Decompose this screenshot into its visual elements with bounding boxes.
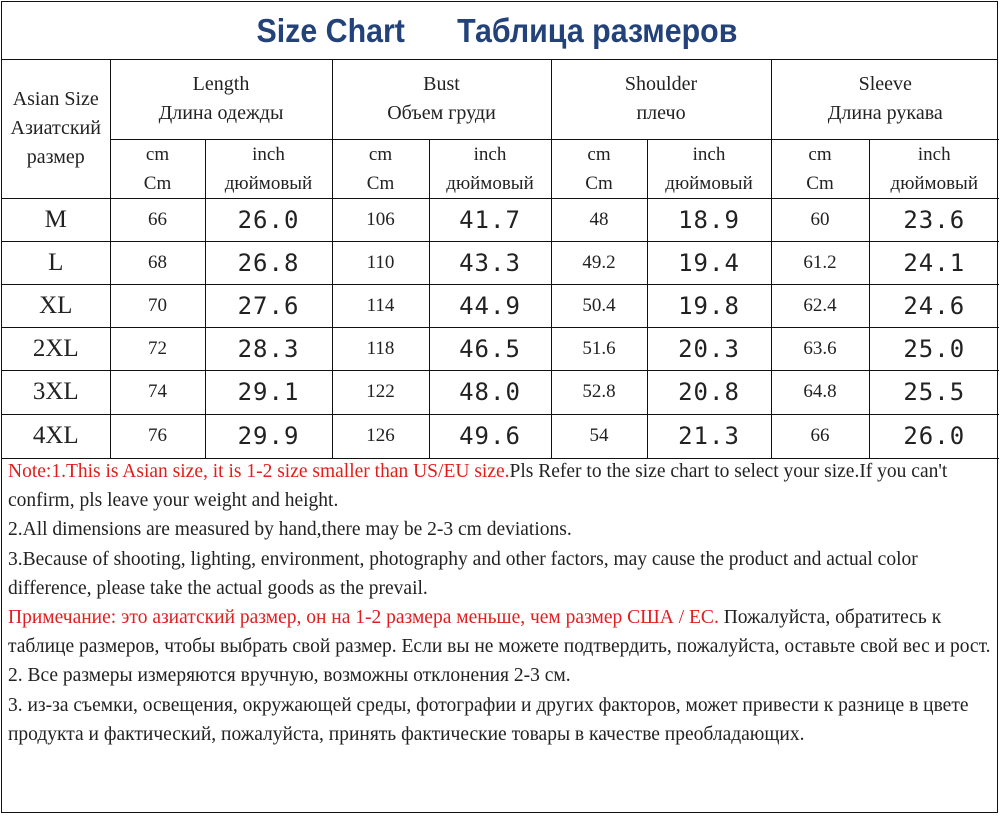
group-header-shoulder [551,59,771,139]
unit-label: Cm [143,172,172,194]
asian-size-ru-2: размер [26,145,85,168]
size-table [2,59,999,459]
length-cm-cell: 76 [110,414,205,458]
unit-inch-header [647,139,771,198]
title-russian: Таблица размеров [457,11,738,49]
table-row [2,370,999,414]
unit-label: Cm [366,172,395,194]
unit-inch-header [429,139,551,198]
group-header-en: Length [192,72,250,95]
shoulder-inch-cell: 20.3 [647,327,771,370]
unit-label: дюймовый [890,172,978,194]
unit-label: cm [808,143,832,165]
length-cm-cell: 74 [110,370,205,414]
note-en-1-text: Pls Refer to the size chart to select your size.If you can't confirm, pls leave your weight and height. [8,461,948,512]
length-cm-cell: 66 [110,198,205,241]
shoulder-cm-cell: 52.8 [551,370,647,414]
table-row [2,327,999,370]
shoulder-inch-cell: 19.4 [647,241,771,284]
length-inch-cell: 26.8 [205,241,332,284]
asian-size-header [2,59,110,198]
bust-inch-cell: 41.7 [429,198,551,241]
unit-label: inch [252,143,285,165]
bust-cm-cell: 110 [332,241,429,284]
group-header-en: Sleeve [858,72,912,95]
group-header-ru: Длина рукава [827,101,943,124]
header-row-units [2,139,999,198]
length-inch-cell: 28.3 [205,327,332,370]
shoulder-inch-cell: 20.8 [647,370,771,414]
bust-inch-cell: 43.3 [429,241,551,284]
unit-label: inch [692,143,726,165]
unit-label: inch [917,143,951,165]
bust-cm-cell: 126 [332,414,429,458]
shoulder-inch-cell: 19.8 [647,284,771,327]
unit-label: cm [145,143,170,165]
unit-label: inch [473,143,507,165]
unit-cm-header [771,139,869,198]
sleeve-cm-cell: 60 [771,198,869,241]
sleeve-inch-cell: 24.1 [869,241,999,284]
unit-label: Cm [585,172,613,194]
table-row [2,241,999,284]
sleeve-inch-cell: 25.0 [869,327,999,370]
shoulder-cm-cell: 49.2 [551,241,647,284]
length-inch-cell: 29.1 [205,370,332,414]
unit-label: cm [587,143,611,165]
sleeve-cm-cell: 64.8 [771,370,869,414]
size-cell: M [2,198,110,241]
sleeve-cm-cell: 63.6 [771,327,869,370]
size-cell: XL [2,284,110,327]
table-row [2,198,999,241]
shoulder-inch-cell: 21.3 [647,414,771,458]
note-ru-1-text: Пожалуйста, обратитесь к таблице размеров, чтобы выбрать свой размер. Если вы не можете подтвердить, пожалуйста, оставьте свой вес и рост. [8,607,991,658]
title-english: Size Chart [255,11,405,49]
unit-inch-header [869,139,999,198]
bust-inch-cell: 48.0 [429,370,551,414]
asian-size-ru: Азиатский [10,116,101,139]
sleeve-inch-cell: 25.5 [869,370,999,414]
unit-cm-header [332,139,429,198]
notes-section [2,457,999,749]
group-header-ru: Длина одежды [158,101,284,124]
group-header-sleeve [771,59,999,139]
shoulder-cm-cell: 50.4 [551,284,647,327]
sleeve-cm-cell: 62.4 [771,284,869,327]
group-header-bust [332,59,551,139]
unit-label: дюймовый [665,172,753,194]
unit-label: дюймовый [446,172,534,194]
size-cell: 2XL [2,327,110,370]
shoulder-cm-cell: 54 [551,414,647,458]
table-row [2,284,999,327]
size-chart-card [1,1,998,813]
bust-cm-cell: 122 [332,370,429,414]
length-inch-cell: 27.6 [205,284,332,327]
length-cm-cell: 70 [110,284,205,327]
note-ru-1 [8,603,993,661]
group-header-length [110,59,332,139]
shoulder-inch-cell: 18.9 [647,198,771,241]
title-row [2,2,997,60]
length-inch-cell: 29.9 [205,414,332,458]
bust-cm-cell: 114 [332,284,429,327]
group-header-ru: плечо [636,101,686,124]
sleeve-inch-cell: 24.6 [869,284,999,327]
sleeve-inch-cell: 23.6 [869,198,999,241]
note-ru-3: 3. из-за съемки, освещения, окружающей среды, фотографии и других факторов, может привести к разнице в цвете продукта и фактический, пожалуйста, принять фактические товары в качестве преобладающих. [8,694,969,745]
size-cell: L [2,241,110,284]
size-cell: 4XL [2,414,110,458]
unit-cm-header [110,139,205,198]
note-en-1-warning: Note:1.This is Asian size, it is 1-2 size smaller than US/EU size. [8,461,510,482]
note-en-2: 2.All dimensions are measured by hand,there may be 2-3 cm deviations. [8,519,572,541]
size-cell: 3XL [2,370,110,414]
table-row [2,414,999,458]
sleeve-cm-cell: 61.2 [771,241,869,284]
bust-cm-cell: 118 [332,327,429,370]
unit-label: Cm [806,172,834,194]
shoulder-cm-cell: 51.6 [551,327,647,370]
length-inch-cell: 26.0 [205,198,332,241]
bust-cm-cell: 106 [332,198,429,241]
unit-cm-header [551,139,647,198]
length-cm-cell: 72 [110,327,205,370]
note-en-3: 3.Because of shooting, lighting, environment, photography and other factors, may cause the product and actual color difference, please take the actual goods as the prevail. [8,548,918,599]
sleeve-cm-cell: 66 [771,414,869,458]
asian-size-en: Asian Size [12,87,99,110]
unit-label: дюймовый [224,172,313,194]
note-en-1 [8,457,993,515]
note-ru-1-warning: Примечание: это азиатский размер, он на 1-2 размера меньше, чем размер США / ЕС. [8,607,719,629]
bust-inch-cell: 44.9 [429,284,551,327]
sleeve-inch-cell: 26.0 [869,414,999,458]
length-cm-cell: 68 [110,241,205,284]
header-row-groups [2,59,999,139]
note-ru-2: 2. Все размеры измеряются вручную, возможны отклонения 2-3 см. [8,665,571,687]
group-header-en: Bust [423,72,460,95]
group-header-en: Shoulder [624,72,698,95]
bust-inch-cell: 46.5 [429,327,551,370]
unit-label: cm [368,143,393,165]
bust-inch-cell: 49.6 [429,414,551,458]
group-header-ru: Объем груди [387,101,496,124]
unit-inch-header [205,139,332,198]
shoulder-cm-cell: 48 [551,198,647,241]
